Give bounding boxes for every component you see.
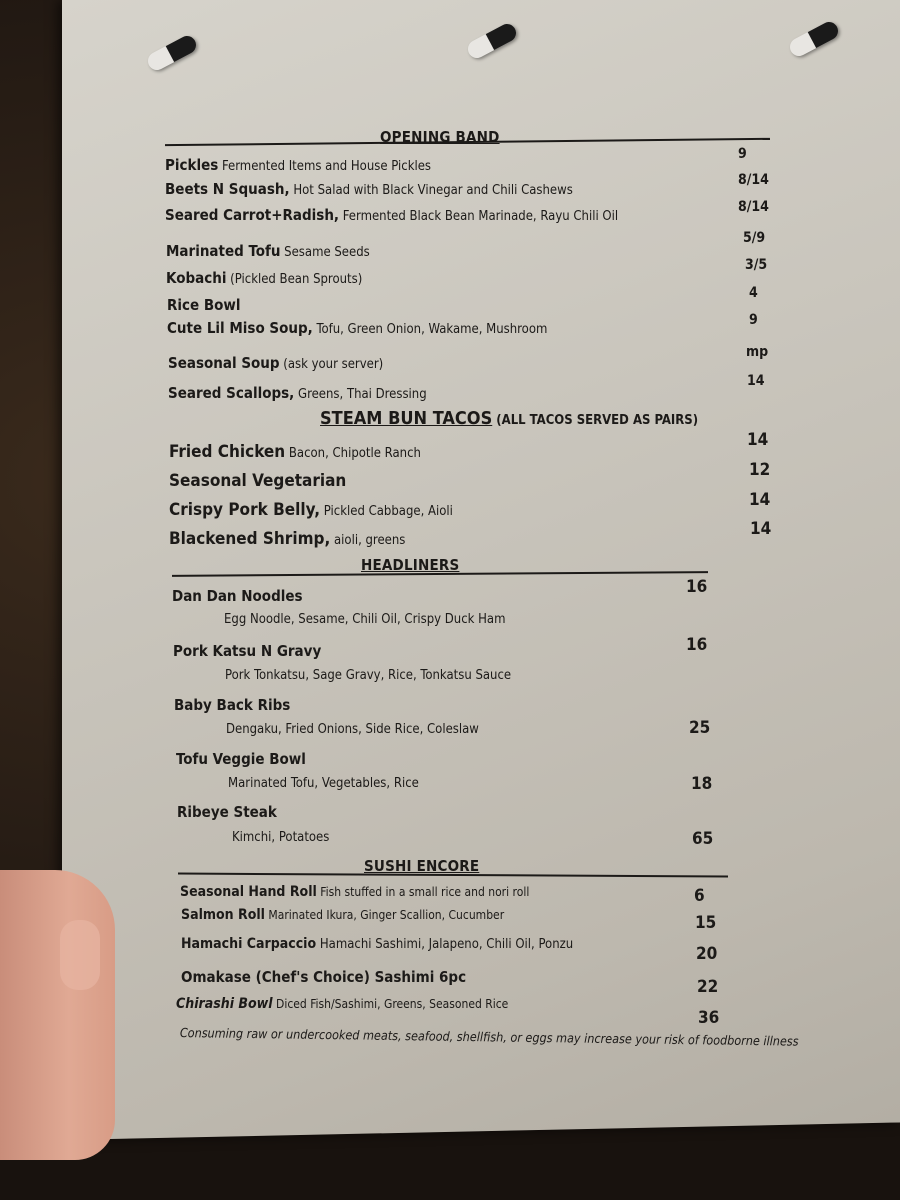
item-price: 14: [747, 430, 769, 450]
item-price: 14: [750, 519, 772, 539]
menu-item: [181, 936, 573, 952]
menu-item: [169, 500, 453, 520]
item-name: Marinated Tofu: [166, 242, 281, 260]
item-desc: Tofu, Green Onion, Wakame, Mushroom: [312, 322, 548, 337]
hand: [0, 870, 115, 1160]
item-name: Seared Carrot+Radish,: [165, 206, 340, 224]
steam-bun-tacos-note: (ALL TACOS SERVED AS PAIRS): [492, 413, 699, 428]
item-price: 6: [694, 886, 705, 906]
item-price: 4: [749, 285, 758, 301]
item-desc: Fermented Black Bean Marinade, Rayu Chili Oil: [339, 209, 619, 224]
menu-item-desc: Marinated Tofu, Vegetables, Rice: [228, 776, 419, 791]
item-desc: Pickled Cabbage, Aioli: [320, 504, 453, 519]
menu-item: [165, 206, 618, 224]
item-name: Pickles: [165, 156, 219, 174]
item-price: 65: [692, 829, 714, 849]
item-price: 16: [686, 577, 708, 597]
steam-bun-tacos-title: STEAM BUN TACOS: [320, 408, 493, 429]
item-desc: Greens, Thai Dressing: [294, 387, 427, 402]
item-price: 14: [747, 373, 765, 389]
menu-item: [181, 907, 504, 923]
item-desc: Hot Salad with Black Vinegar and Chili Cashews: [289, 183, 573, 198]
item-name: Rice Bowl: [167, 296, 241, 314]
item-name: Chirashi Bowl: [176, 996, 273, 1012]
menu-item: [168, 354, 383, 372]
item-name: Salmon Roll: [181, 907, 265, 923]
menu-item: [169, 442, 421, 462]
item-price: mp: [746, 344, 769, 360]
menu-item: [181, 968, 466, 986]
item-price: 25: [689, 718, 711, 738]
item-name: Crispy Pork Belly,: [169, 500, 321, 520]
menu-item: [166, 269, 362, 287]
thumbnail: [60, 920, 100, 990]
menu-item-desc: Pork Tonkatsu, Sage Gravy, Rice, Tonkatsu Sauce: [225, 668, 512, 683]
item-price: 9: [749, 312, 758, 328]
item-name: Seasonal Vegetarian: [169, 471, 347, 491]
item-desc: Bacon, Chipotle Ranch: [285, 446, 421, 461]
menu-item: [169, 529, 405, 549]
item-name: Hamachi Carpaccio: [181, 936, 317, 952]
item-name: Beets N Squash,: [165, 180, 290, 198]
item-desc: Diced Fish/Sashimi, Greens, Seasoned Rice: [272, 997, 509, 1011]
item-name: Seasonal Hand Roll: [180, 884, 317, 900]
item-price: 3/5: [745, 257, 768, 273]
item-price: 36: [698, 1008, 720, 1028]
item-desc: Hamachi Sashimi, Jalapeno, Chili Oil, Ponzu: [316, 937, 574, 952]
menu-item-desc: Dengaku, Fried Onions, Side Rice, Coleslaw: [226, 722, 479, 737]
item-name: Kobachi: [166, 269, 227, 287]
item-name: Omakase (Chef's Choice) Sashimi 6pc: [181, 968, 467, 986]
item-price: 20: [696, 944, 718, 964]
item-price: 8/14: [738, 199, 769, 215]
item-name: Cute Lil Miso Soup,: [167, 319, 313, 337]
item-price: 18: [691, 774, 713, 794]
item-desc: aioli, greens: [330, 533, 406, 548]
headliners-title: HEADLINERS: [361, 556, 460, 574]
menu-item-name: Dan Dan Noodles: [172, 587, 303, 605]
menu-item: [165, 180, 573, 198]
menu-item: [167, 296, 241, 314]
item-price: 15: [695, 913, 717, 933]
sushi-encore-title: SUSHI ENCORE: [364, 857, 480, 875]
opening-band-title: OPENING BAND: [380, 128, 500, 146]
food-safety-disclaimer: Consuming raw or undercooked meats, seafood, shellfish, or eggs may increase your risk of foodborne illness: [179, 1025, 799, 1049]
item-desc: Fermented Items and House Pickles: [218, 159, 432, 174]
item-price: 12: [749, 460, 771, 480]
menu-item: [168, 384, 427, 402]
menu-item: [166, 242, 370, 260]
item-name: Seared Scallops,: [168, 384, 295, 402]
menu-item-name: Pork Katsu N Gravy: [173, 642, 322, 660]
menu-item: [169, 471, 346, 491]
item-price: 16: [686, 635, 708, 655]
item-desc: Sesame Seeds: [280, 245, 370, 260]
item-name: Seasonal Soup: [168, 354, 280, 372]
item-desc: Fish stuffed in a small rice and nori roll: [316, 885, 530, 899]
item-desc: (Pickled Bean Sprouts): [226, 272, 363, 287]
menu-item-name: Tofu Veggie Bowl: [176, 750, 306, 768]
menu-item: [180, 884, 529, 900]
menu-item-name: Baby Back Ribs: [174, 696, 291, 714]
menu-item: [165, 156, 431, 174]
item-price: 9: [738, 146, 747, 162]
item-name: Fried Chicken: [169, 442, 286, 462]
item-price: 14: [749, 490, 771, 510]
steam-bun-tacos-header: [320, 408, 698, 429]
menu-item-name: Ribeye Steak: [177, 803, 277, 821]
item-desc: Marinated Ikura, Ginger Scallion, Cucumber: [265, 908, 505, 922]
item-price: 22: [697, 977, 719, 997]
menu-item-desc: Kimchi, Potatoes: [232, 830, 330, 845]
item-desc: (ask your server): [279, 357, 384, 372]
menu-item-desc: Egg Noodle, Sesame, Chili Oil, Crispy Duck Ham: [224, 612, 506, 627]
menu-item: [176, 996, 508, 1012]
item-price: 5/9: [743, 230, 766, 246]
item-name: Blackened Shrimp,: [169, 529, 331, 549]
menu-item: [167, 319, 547, 337]
item-price: 8/14: [738, 172, 769, 188]
